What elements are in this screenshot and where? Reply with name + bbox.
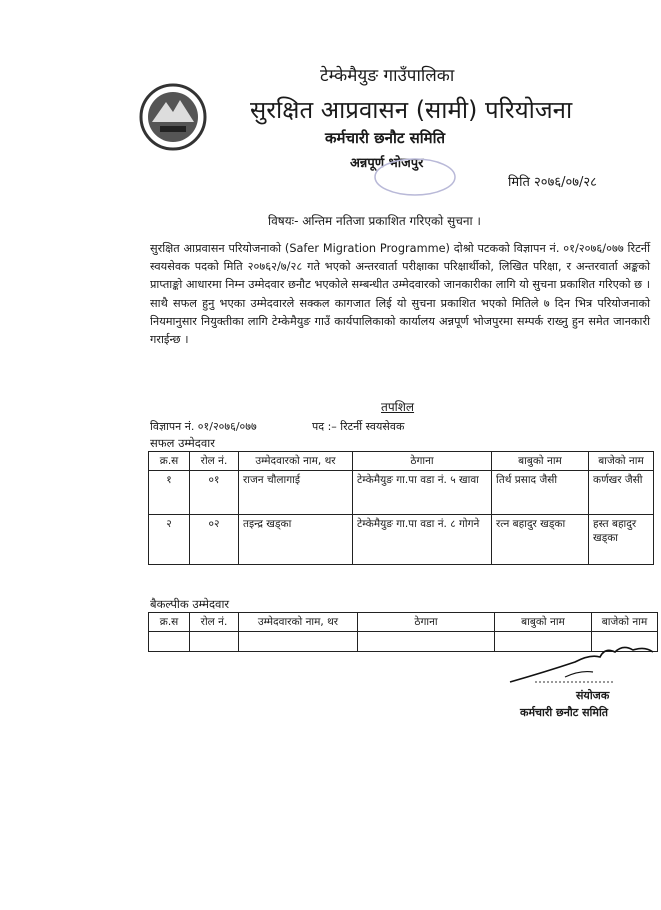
municipality-name: टेम्केमैयुङ गाउँपालिका	[320, 66, 455, 86]
successful-caption: सफल उम्मेदवार	[150, 436, 215, 450]
col-address: ठेगाना	[358, 613, 495, 632]
cell-name: राजन चौलागाई	[239, 471, 353, 515]
cell-father: रत्न बहादुर खड्का	[492, 515, 589, 565]
col-address: ठेगाना	[353, 452, 492, 471]
notice-date: मिति २०७६/०७/२८	[508, 175, 597, 190]
cell-address: टेम्केमैयुङ गा.पा वडा नं. ८ गोगने	[353, 515, 492, 565]
col-roll: रोल नं.	[190, 452, 239, 471]
cell-grandfather: हस्त बहादुर खड्का	[589, 515, 654, 565]
signature-icon	[505, 642, 655, 687]
committee-name: कर्मचारी छनौट समिति	[325, 129, 446, 147]
project-name: सुरक्षित आप्रवासन (सामी) परियोजना	[250, 96, 573, 124]
government-emblem-icon	[138, 82, 208, 152]
col-name: उम्मेदवारको नाम, थर	[239, 613, 358, 632]
table-header-row	[149, 452, 654, 471]
signatory-role: संयोजक	[576, 689, 610, 702]
col-roll: रोल नं.	[190, 613, 239, 632]
cell-father: तिर्थ प्रसाद जैसी	[492, 471, 589, 515]
details-heading: तपशिल	[381, 400, 415, 414]
cell-empty	[239, 632, 358, 652]
cell-sn: २	[149, 515, 190, 565]
col-grandfather: बाजेको नाम	[589, 452, 654, 471]
cell-empty	[358, 632, 495, 652]
col-father: बाबुको नाम	[492, 452, 589, 471]
cell-address: टेम्केमैयुङ गा.पा वडा नं. ५ खावा	[353, 471, 492, 515]
successful-candidates-table	[148, 451, 654, 565]
col-father: बाबुको नाम	[495, 613, 592, 632]
notice-body	[150, 240, 650, 349]
post-name: पद :– रिटर्नी स्वयसेवक	[312, 420, 405, 433]
body-paragraph: सुरक्षित आप्रवासन परियोजनाको (Safer Migration Programme) दोश्रो पटकको विज्ञापन नं. ०१/२०७६/०७७ रिटर्नी स्वयसेवक पदको मिति २०७६२/७/२८ गते भएको अन्तरवार्ता परीक्षाका परिक्षार्थीको, लिखित परिक्षा, र अन्तरवार्ता अङ्कको प्राप्ताङ्को आधारमा निम्न उम्मेदवार छनौट भएकोले सम्बन्धीत उम्मेदवारको जानकारीका लागि यो सुचना प्रकाशित गरिएको छ । साथै सफल हुनु भएका उम्मेदवारले सक्कल कागजात लिई यो सुचना प्रकाशित भएको मितिले ७ दिन भित्र परियोजनाको नियमानुसार नियुक्तीका लागि टेम्केमैयुङ गाउँ कार्यपालिकाको कार्यालय अन्नपूर्ण भोजपुरमा सम्पर्क राख्नु हुन समेत जानकारी गराईन्छ ।	[150, 242, 650, 347]
table-row	[149, 515, 654, 565]
cell-empty	[190, 632, 239, 652]
office-stamp-icon	[360, 155, 460, 200]
office-location: अन्नपूर्ण भोजपुर	[350, 156, 424, 171]
alternate-caption: बैकल्पीक उम्मेदवार	[150, 597, 230, 611]
notice-subject: विषयः- अन्तिम नतिजा प्रकाशित गरिएको सुचना ।	[268, 214, 481, 228]
advertisement-number: विज्ञापन नं. ०१/२०७६/०७७	[150, 420, 257, 433]
col-name: उम्मेदवारको नाम, थर	[239, 452, 353, 471]
table-header-row	[149, 613, 658, 632]
col-grandfather: बाजेको नाम	[592, 613, 658, 632]
cell-empty	[149, 632, 190, 652]
cell-roll: ०१	[190, 471, 239, 515]
cell-name: तइन्द्र खड्का	[239, 515, 353, 565]
signatory-committee: कर्मचारी छनौट समिति	[520, 706, 609, 719]
table-row	[149, 471, 654, 515]
cell-grandfather: कर्णखर जैसी	[589, 471, 654, 515]
col-sn: क्र.स	[149, 613, 190, 632]
cell-sn: १	[149, 471, 190, 515]
col-sn: क्र.स	[149, 452, 190, 471]
cell-roll: ०२	[190, 515, 239, 565]
